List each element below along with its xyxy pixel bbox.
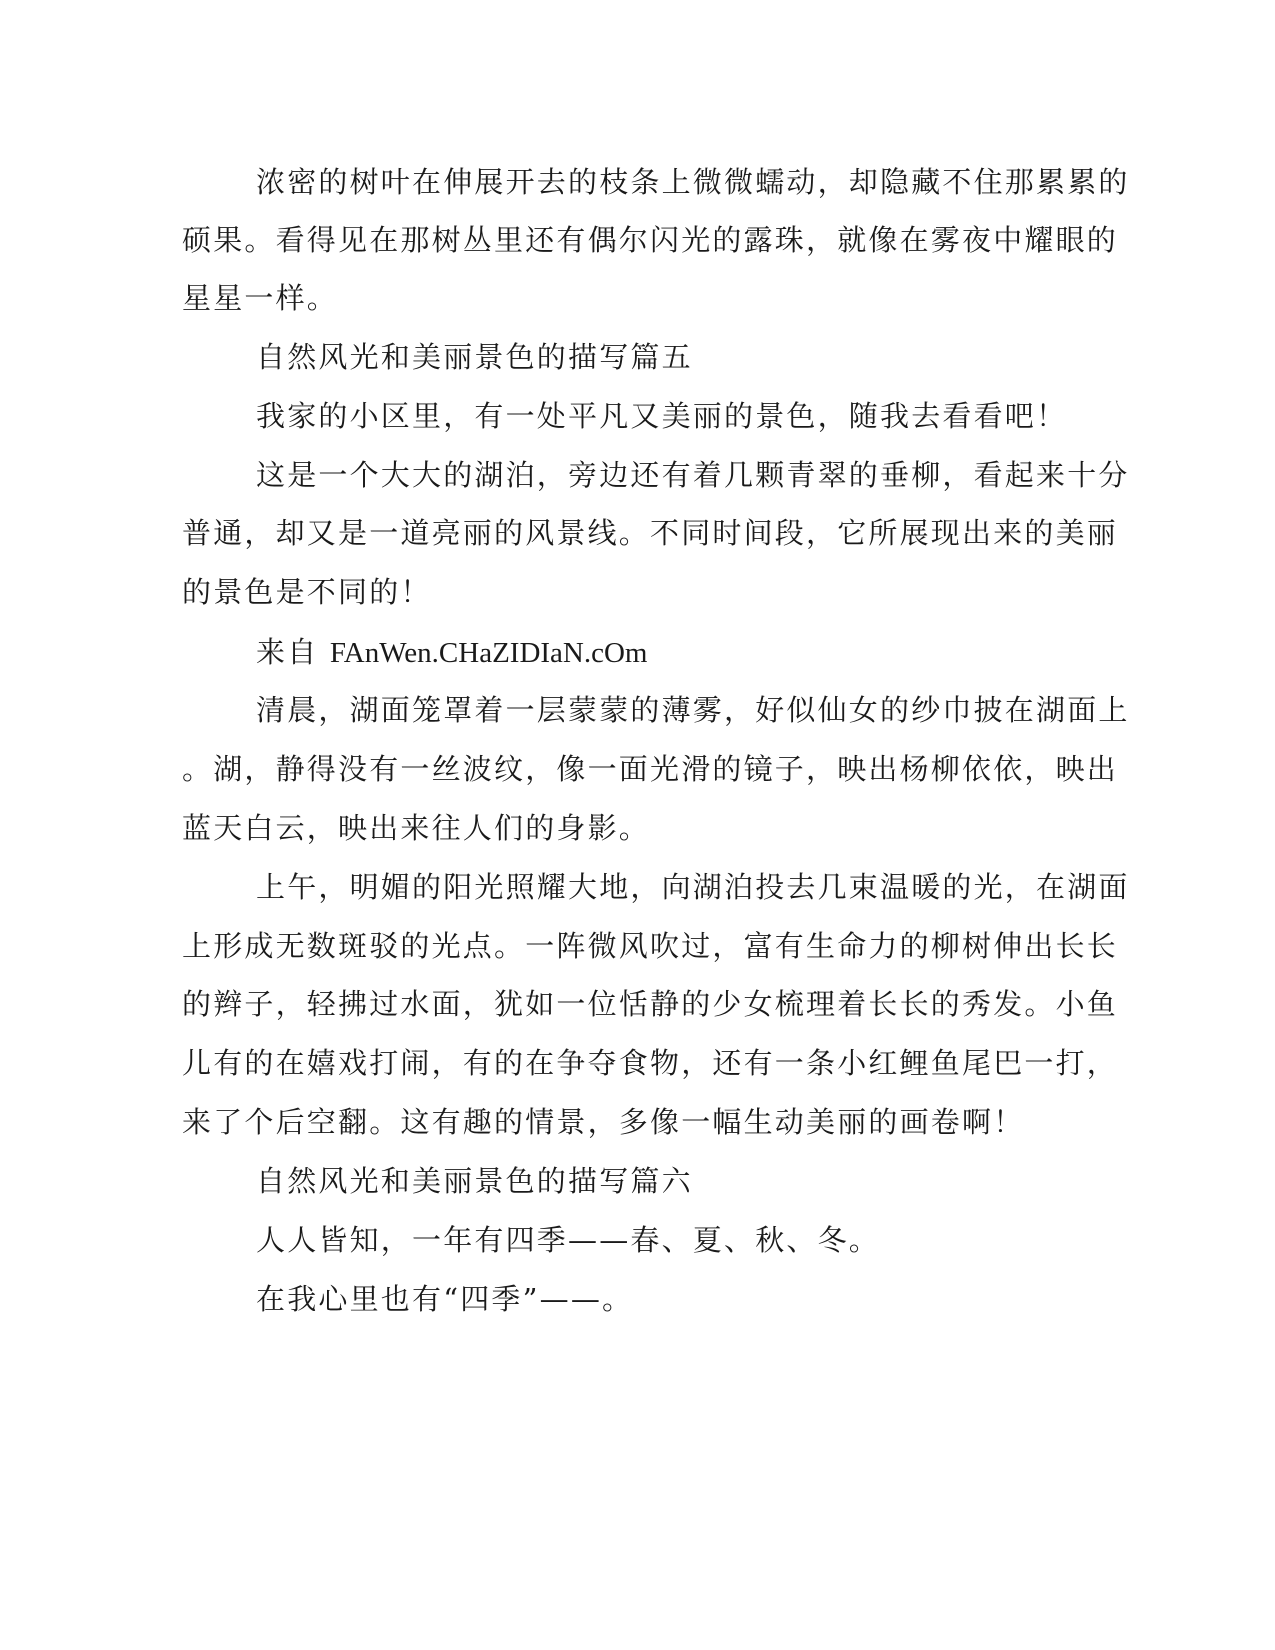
paragraph-line: 这是一个大大的湖泊，旁边还有着几颗青翠的垂柳，看起来十分 xyxy=(256,458,1130,492)
paragraph-line: 。湖，静得没有一丝波纹，像一面光滑的镜子，映出杨柳依依，映出 xyxy=(182,752,1119,786)
paragraph-line: 蓝天白云，映出来往人们的身影。 xyxy=(182,811,651,845)
paragraph-line: 的景色是不同的！ xyxy=(182,575,432,609)
paragraph-line: 上形成无数斑驳的光点。一阵微风吹过，富有生命力的柳树伸出长长 xyxy=(182,929,1119,963)
paragraph-line: 在我心里也有“四季”——。 xyxy=(256,1282,634,1316)
paragraph-line: 来了个后空翻。这有趣的情景，多像一幅生动美丽的画卷啊！ xyxy=(182,1105,1025,1139)
paragraph-line: 硕果。看得见在那树丛里还有偶尔闪光的露珠，就像在雾夜中耀眼的 xyxy=(182,223,1119,257)
paragraph-line: 儿有的在嬉戏打闹，有的在争夺食物，还有一条小红鲤鱼尾巴一打， xyxy=(182,1046,1119,1080)
source-label: 来自 xyxy=(256,635,319,669)
section-heading: 自然风光和美丽景色的描写篇五 xyxy=(256,340,693,374)
paragraph-line: 上午，明媚的阳光照耀大地，向湖泊投去几束温暖的光，在湖面 xyxy=(256,870,1130,904)
paragraph-line: 的辫子，轻拂过水面，犹如一位恬静的少女梳理着长长的秀发。小鱼 xyxy=(182,987,1119,1021)
paragraph-line: 清晨，湖面笼罩着一层蒙蒙的薄雾，好似仙女的纱巾披在湖面上 xyxy=(256,693,1130,727)
source-url: FAnWen.CHaZIDIaN.cOm xyxy=(329,637,648,669)
source-line xyxy=(256,632,1116,672)
paragraph-line: 我家的小区里，有一处平凡又美丽的景色，随我去看看吧！ xyxy=(256,399,1068,433)
paragraph-line: 星星一样。 xyxy=(182,281,339,315)
paragraph-line: 人人皆知，一年有四季——春、夏、秋、冬。 xyxy=(256,1223,881,1257)
paragraph-line: 浓密的树叶在伸展开去的枝条上微微蠕动，却隐藏不住那累累的 xyxy=(256,165,1130,199)
section-heading: 自然风光和美丽景色的描写篇六 xyxy=(256,1164,693,1198)
paragraph-line: 普通，却又是一道亮丽的风景线。不同时间段，它所展现出来的美丽 xyxy=(182,516,1119,550)
